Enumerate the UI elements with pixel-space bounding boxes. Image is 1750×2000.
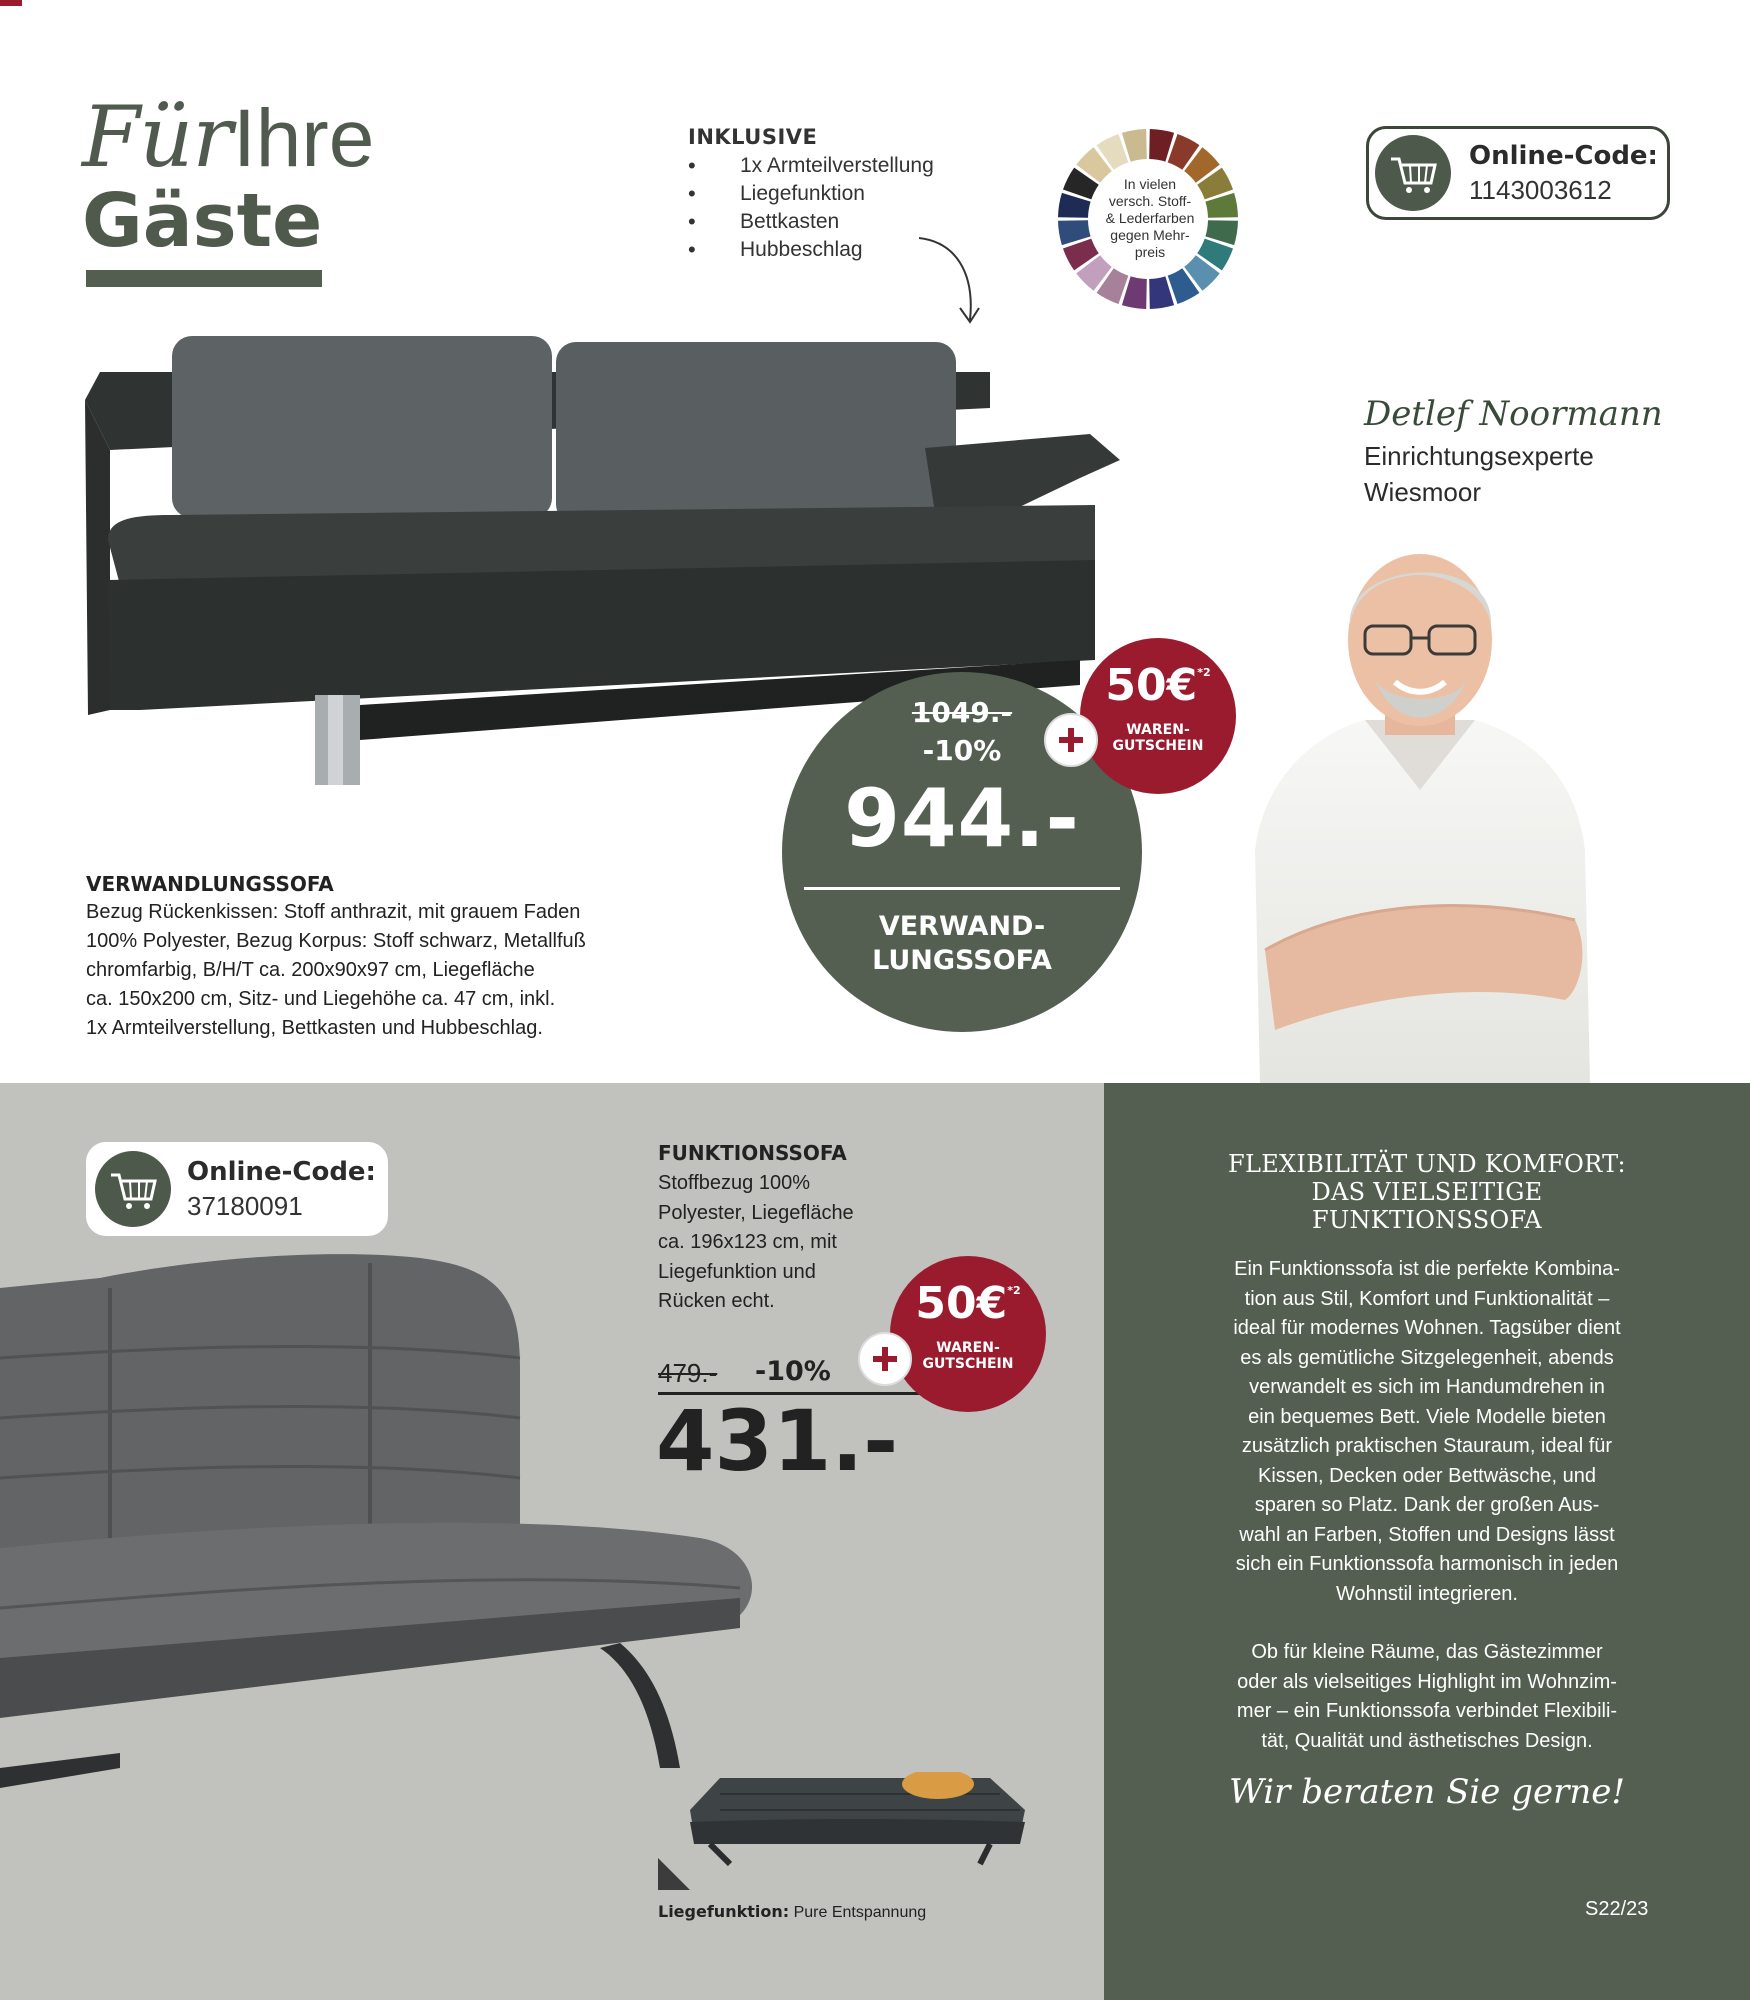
info-paragraph-2: Ob für kleine Räume, das Gästezimmer oder als vielseitiges Highlight im Wohnzim- mer – ein Funktionssofa verbindet Flexibili- tät, Qualität und ästhetisches Design. <box>1236 1641 1618 1752</box>
old-price: 1049.- <box>911 696 1013 729</box>
online-code-box-1 <box>1366 126 1670 220</box>
online-code-label: Online-Code: <box>1469 141 1658 171</box>
voucher-footnote: *2 <box>1197 666 1211 679</box>
heading-underline <box>86 270 322 287</box>
corner-triangle <box>658 1858 690 1890</box>
inklusive-list <box>688 152 934 264</box>
heading-script-word: Für <box>82 88 232 186</box>
voucher-amount: 50€ <box>1105 660 1198 711</box>
price-badge-name: VERWAND- LUNGSSOFA <box>872 911 1052 976</box>
plus-icon <box>858 1332 912 1386</box>
curved-arrow-icon <box>915 232 995 327</box>
discount: -10% <box>755 1356 831 1387</box>
product2-title: FUNKTIONSSOFA <box>658 1141 847 1165</box>
info-body <box>1180 1255 1674 1785</box>
product1-description: Bezug Rückenkissen: Stoff anthrazit, mit grauem Faden 100% Polyester, Bezug Korpus: Stoff schwarz, Metallfuß chromfarbig, B/H/T ca. 200x90x97 cm, Liegefläche ca. 150x200 cm, Sitz- und Liegehöhe ca. 47 cm, inkl. 1x Armteilverstellung, Bettkasten und Hubbeschlag. <box>86 901 586 1039</box>
voucher-badge-2 <box>890 1256 1046 1412</box>
voucher-text: WAREN- GUTSCHEIN <box>1112 722 1204 754</box>
expert-title: Einrichtungsexperte Wiesmoor <box>1364 441 1594 507</box>
price-divider <box>804 887 1120 890</box>
info-signoff: Wir beraten Sie gerne! <box>1228 1772 1626 1812</box>
inklusive-title: INKLUSIVE <box>688 125 818 149</box>
discount: -10% <box>922 734 1002 767</box>
color-badge-text: In vielen versch. Stoff- & Lederfarben gegen Mehr- preis <box>1105 176 1195 260</box>
page-number: S22/23 <box>1585 1898 1649 1920</box>
online-code-value: 37180091 <box>187 1191 303 1221</box>
product1-title: VERWANDLUNGSSOFA <box>86 872 334 896</box>
expert-portrait <box>1245 530 1595 1083</box>
inklusive-item: • Bettkasten <box>688 208 934 236</box>
sofa-image-funktionssofa <box>0 1248 780 1848</box>
price: 431.- <box>656 1392 899 1490</box>
info-heading: FLEXIBILITÄT UND KOMFORT: DAS VIELSEITIGE FUNKTIONSSOFA <box>1228 1150 1626 1234</box>
expert-signature: Detlef Noormann <box>1364 394 1663 434</box>
image-caption: Liegefunktion: Pure Entspannung <box>658 1902 927 1921</box>
cart-icon <box>95 1151 171 1227</box>
voucher-footnote: *2 <box>1007 1284 1021 1297</box>
sofa-bed-image <box>680 1772 1040 1872</box>
old-price: 479.- <box>658 1358 718 1388</box>
online-code-box-2 <box>86 1142 388 1236</box>
inklusive-item: • Hubbeschlag <box>688 236 934 264</box>
heading-word: Ihre <box>233 93 375 184</box>
voucher-amount: 50€ <box>915 1278 1008 1329</box>
price: 944.- <box>844 772 1080 865</box>
inklusive-item: • 1x Armteilverstellung <box>688 152 934 180</box>
plus-icon <box>1044 713 1098 767</box>
info-paragraph-1: Ein Funktionssofa ist die perfekte Kombina- tion aus Stil, Komfort und Funktionalität – ideal für modernes Wohnen. Tagsüber dient es als gemütliche Sitzgelegenheit, abends verwandelt es sich im Handumdrehen in ein bequemes Bett. Viele Modelle bieten zusätzlich praktischen Stauraum, ideal für Kissen, Decken oder Bettwäsche, und sparen so Platz. Dank der großen Aus- wahl an Farben, Stoffen und Designs lässt sich ein Funktionssofa harmonisch in jeden Wohnstil integrieren. <box>1233 1258 1621 1605</box>
product2-description: Stoffbezug 100% Polyester, Liegefläche ca. 196x123 cm, mit Liegefunktion und Rücken echt. <box>658 1172 854 1312</box>
online-code-label: Online-Code: <box>187 1157 376 1187</box>
top-corner-mark <box>0 0 22 6</box>
online-code-value: 1143003612 <box>1469 175 1612 205</box>
heading-title: Gäste <box>82 178 323 264</box>
voucher-badge-1 <box>1080 638 1236 794</box>
cart-icon <box>1375 135 1451 211</box>
voucher-text: WAREN- GUTSCHEIN <box>922 1340 1014 1372</box>
inklusive-item: • Liegefunktion <box>688 180 934 208</box>
